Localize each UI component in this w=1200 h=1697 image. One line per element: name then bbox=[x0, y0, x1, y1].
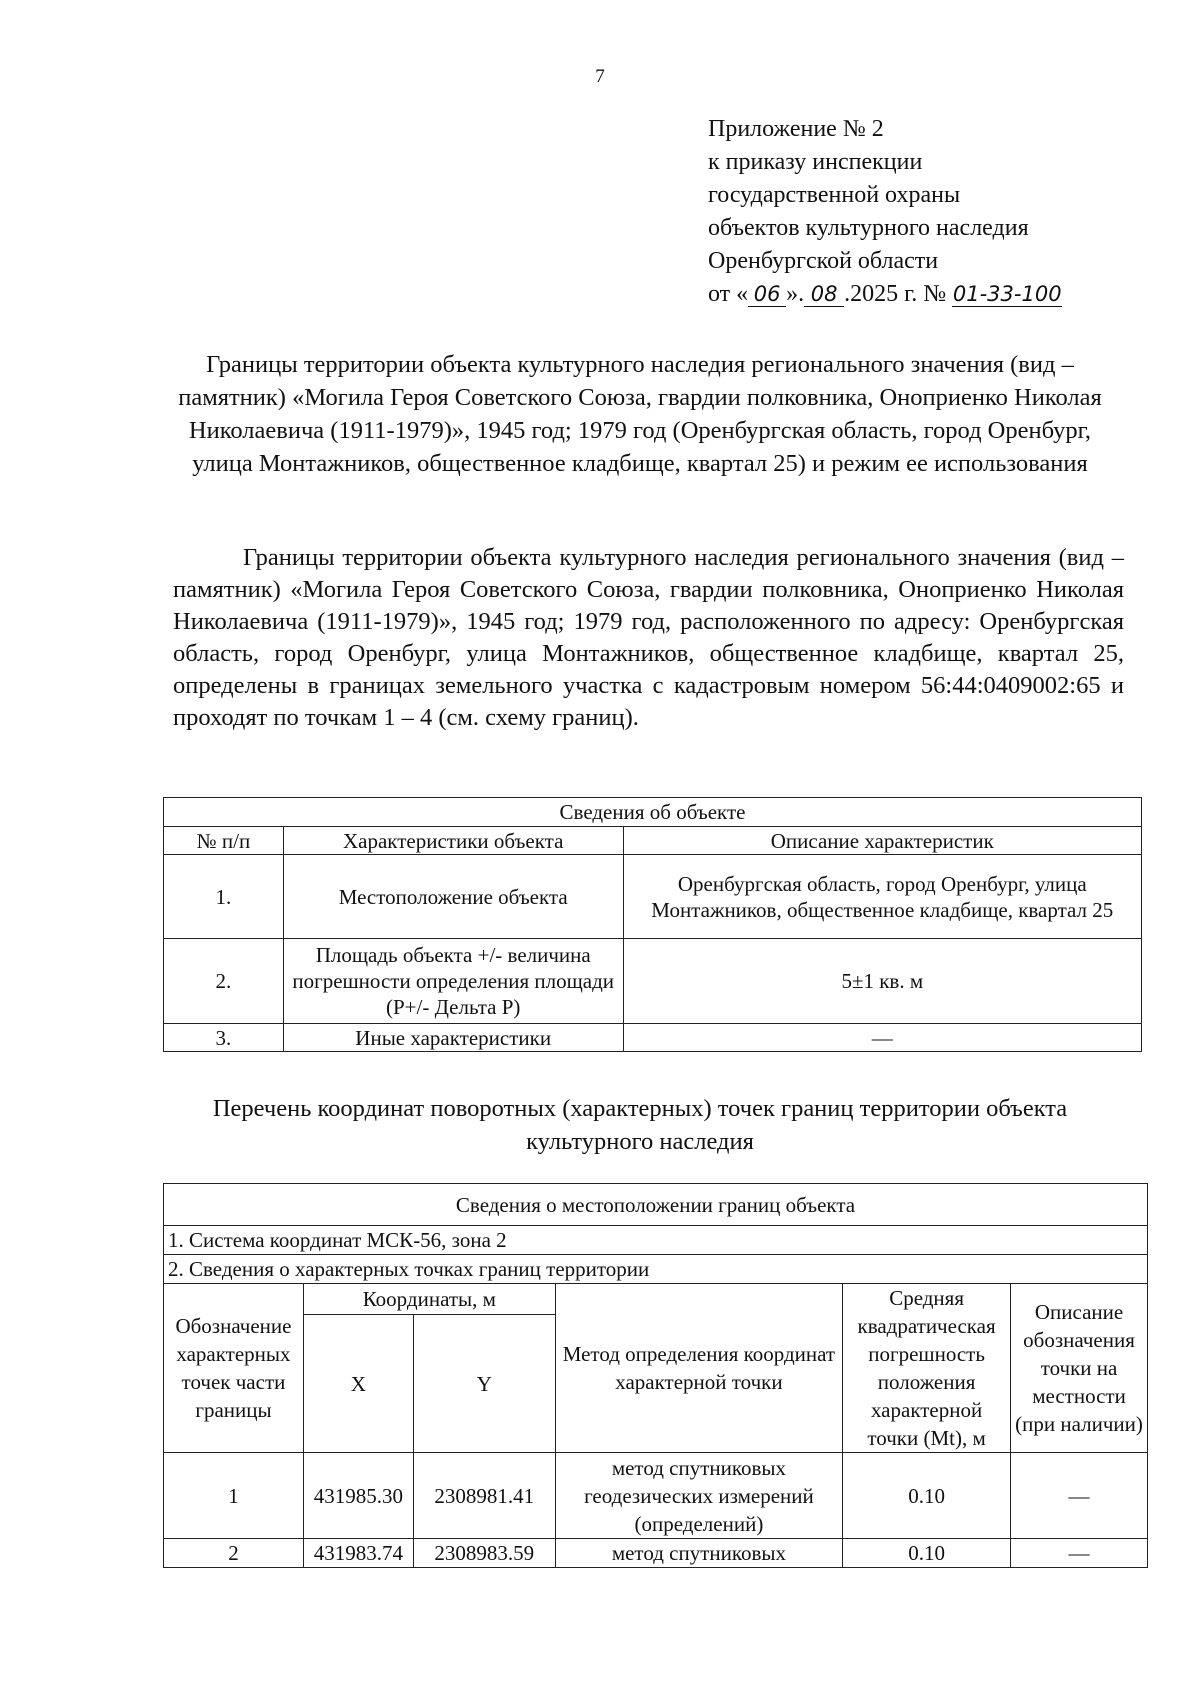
cell: — bbox=[1011, 1539, 1148, 1568]
cell: 5±1 кв. м bbox=[623, 939, 1141, 1024]
object-info-table bbox=[163, 797, 1142, 1052]
table-row bbox=[164, 855, 1142, 939]
date-year: .2025 г. № bbox=[844, 281, 947, 307]
appendix-line-4: объектов культурного наследия bbox=[708, 215, 1029, 241]
appendix-line-2: к приказу инспекции bbox=[708, 149, 923, 175]
header-description: Описание характеристик bbox=[623, 827, 1141, 855]
header-x: X bbox=[303, 1315, 413, 1453]
points-caption: 2. Сведения о характерных точках границ территории bbox=[164, 1255, 1148, 1284]
header-number: № п/п bbox=[164, 827, 284, 855]
cell: — bbox=[1011, 1453, 1148, 1539]
cell: 2. bbox=[164, 939, 284, 1024]
cell: 2308981.41 bbox=[413, 1453, 555, 1539]
object-table-caption: Сведения об объекте bbox=[164, 798, 1142, 827]
cell: — bbox=[623, 1024, 1141, 1052]
header-method: Метод определения координат характерной точки bbox=[555, 1284, 842, 1453]
cell: 1 bbox=[164, 1453, 304, 1539]
header-error: Средняя квадратическая погрешность положения характерной точки (Mt), м bbox=[843, 1284, 1011, 1453]
cell: 0.10 bbox=[843, 1539, 1011, 1568]
appendix-date-line bbox=[708, 278, 1062, 311]
cell: Иные характеристики bbox=[283, 1024, 623, 1052]
appendix-line-5: Оренбургской области bbox=[708, 248, 939, 274]
appendix-line-1: Приложение № 2 bbox=[708, 116, 884, 142]
table-row bbox=[164, 1539, 1148, 1568]
cell: 431983.74 bbox=[303, 1539, 413, 1568]
coordinate-system: 1. Система координат МСК-56, зона 2 bbox=[164, 1226, 1148, 1255]
coordinates-list-title: Перечень координат поворотных (характерных) точек границ территории объекта культурного наследия bbox=[212, 1095, 1068, 1155]
page-number: 7 bbox=[595, 66, 605, 87]
appendix-line-3: государственной охраны bbox=[708, 182, 961, 208]
coords-table-caption: Сведения о местоположении границ объекта bbox=[164, 1184, 1148, 1226]
cell: метод спутниковых bbox=[555, 1539, 842, 1568]
order-day: 06 bbox=[748, 282, 786, 307]
appendix-header bbox=[708, 113, 1062, 311]
intro-paragraph: Границы территории объекта культурного наследия регионального значения (вид – памятник) «Могила Героя Советского Союза, гвардии полковника, Оноприенко Николая Николаевича (1911-1979)», 1945 год; 1979 год, расположенного по адресу: Оренбургская область, город Оренбург, улица Монтажников, общественное кладбище, квартал 25, определены в границах земельного участка с кадастровым номером 56:44:0409002:65 и проходят по точкам 1 – 4 (см. схему границ). bbox=[173, 544, 1124, 731]
cell: Оренбургская область, город Оренбург, улица Монтажников, общественное кладбище, квартал 25 bbox=[623, 855, 1141, 939]
cell: Местоположение объекта bbox=[283, 855, 623, 939]
table-row bbox=[164, 1453, 1148, 1539]
header-y: Y bbox=[413, 1315, 555, 1453]
document-title: Границы территории объекта культурного наследия регионального значения (вид – памятник) «Могила Героя Советского Союза, гвардии полковника, Оноприенко Николая Николаевича (1911-1979)», 1945 год; 1979 год (Оренбургская область, город Оренбург, улица Монтажников, общественное кладбище, квартал 25) и режим ее использования bbox=[178, 351, 1102, 477]
cell: 2308983.59 bbox=[413, 1539, 555, 1568]
header-point-description: Описание обозначения точки на местности (при наличии) bbox=[1011, 1284, 1148, 1453]
header-designation: Обозначение характерных точек части границы bbox=[164, 1284, 304, 1453]
header-coordinates: Координаты, м bbox=[303, 1284, 555, 1315]
table-row bbox=[164, 1024, 1142, 1052]
coordinates-table bbox=[163, 1183, 1148, 1568]
date-sep: ». bbox=[786, 281, 805, 307]
cell: Площадь объекта +/- величина погрешности определения площади (Р+/- Дельта Р) bbox=[283, 939, 623, 1024]
cell: 0.10 bbox=[843, 1453, 1011, 1539]
cell: 1. bbox=[164, 855, 284, 939]
order-month: 08 bbox=[804, 282, 844, 307]
cell: 3. bbox=[164, 1024, 284, 1052]
header-characteristics: Характеристики объекта bbox=[283, 827, 623, 855]
cell: 431985.30 bbox=[303, 1453, 413, 1539]
cell: метод спутниковых геодезических измерений (определений) bbox=[555, 1453, 842, 1539]
order-number: 01-33-100 bbox=[952, 282, 1062, 306]
date-prefix: от « bbox=[708, 281, 749, 307]
cell: 2 bbox=[164, 1539, 304, 1568]
table-row bbox=[164, 939, 1142, 1024]
